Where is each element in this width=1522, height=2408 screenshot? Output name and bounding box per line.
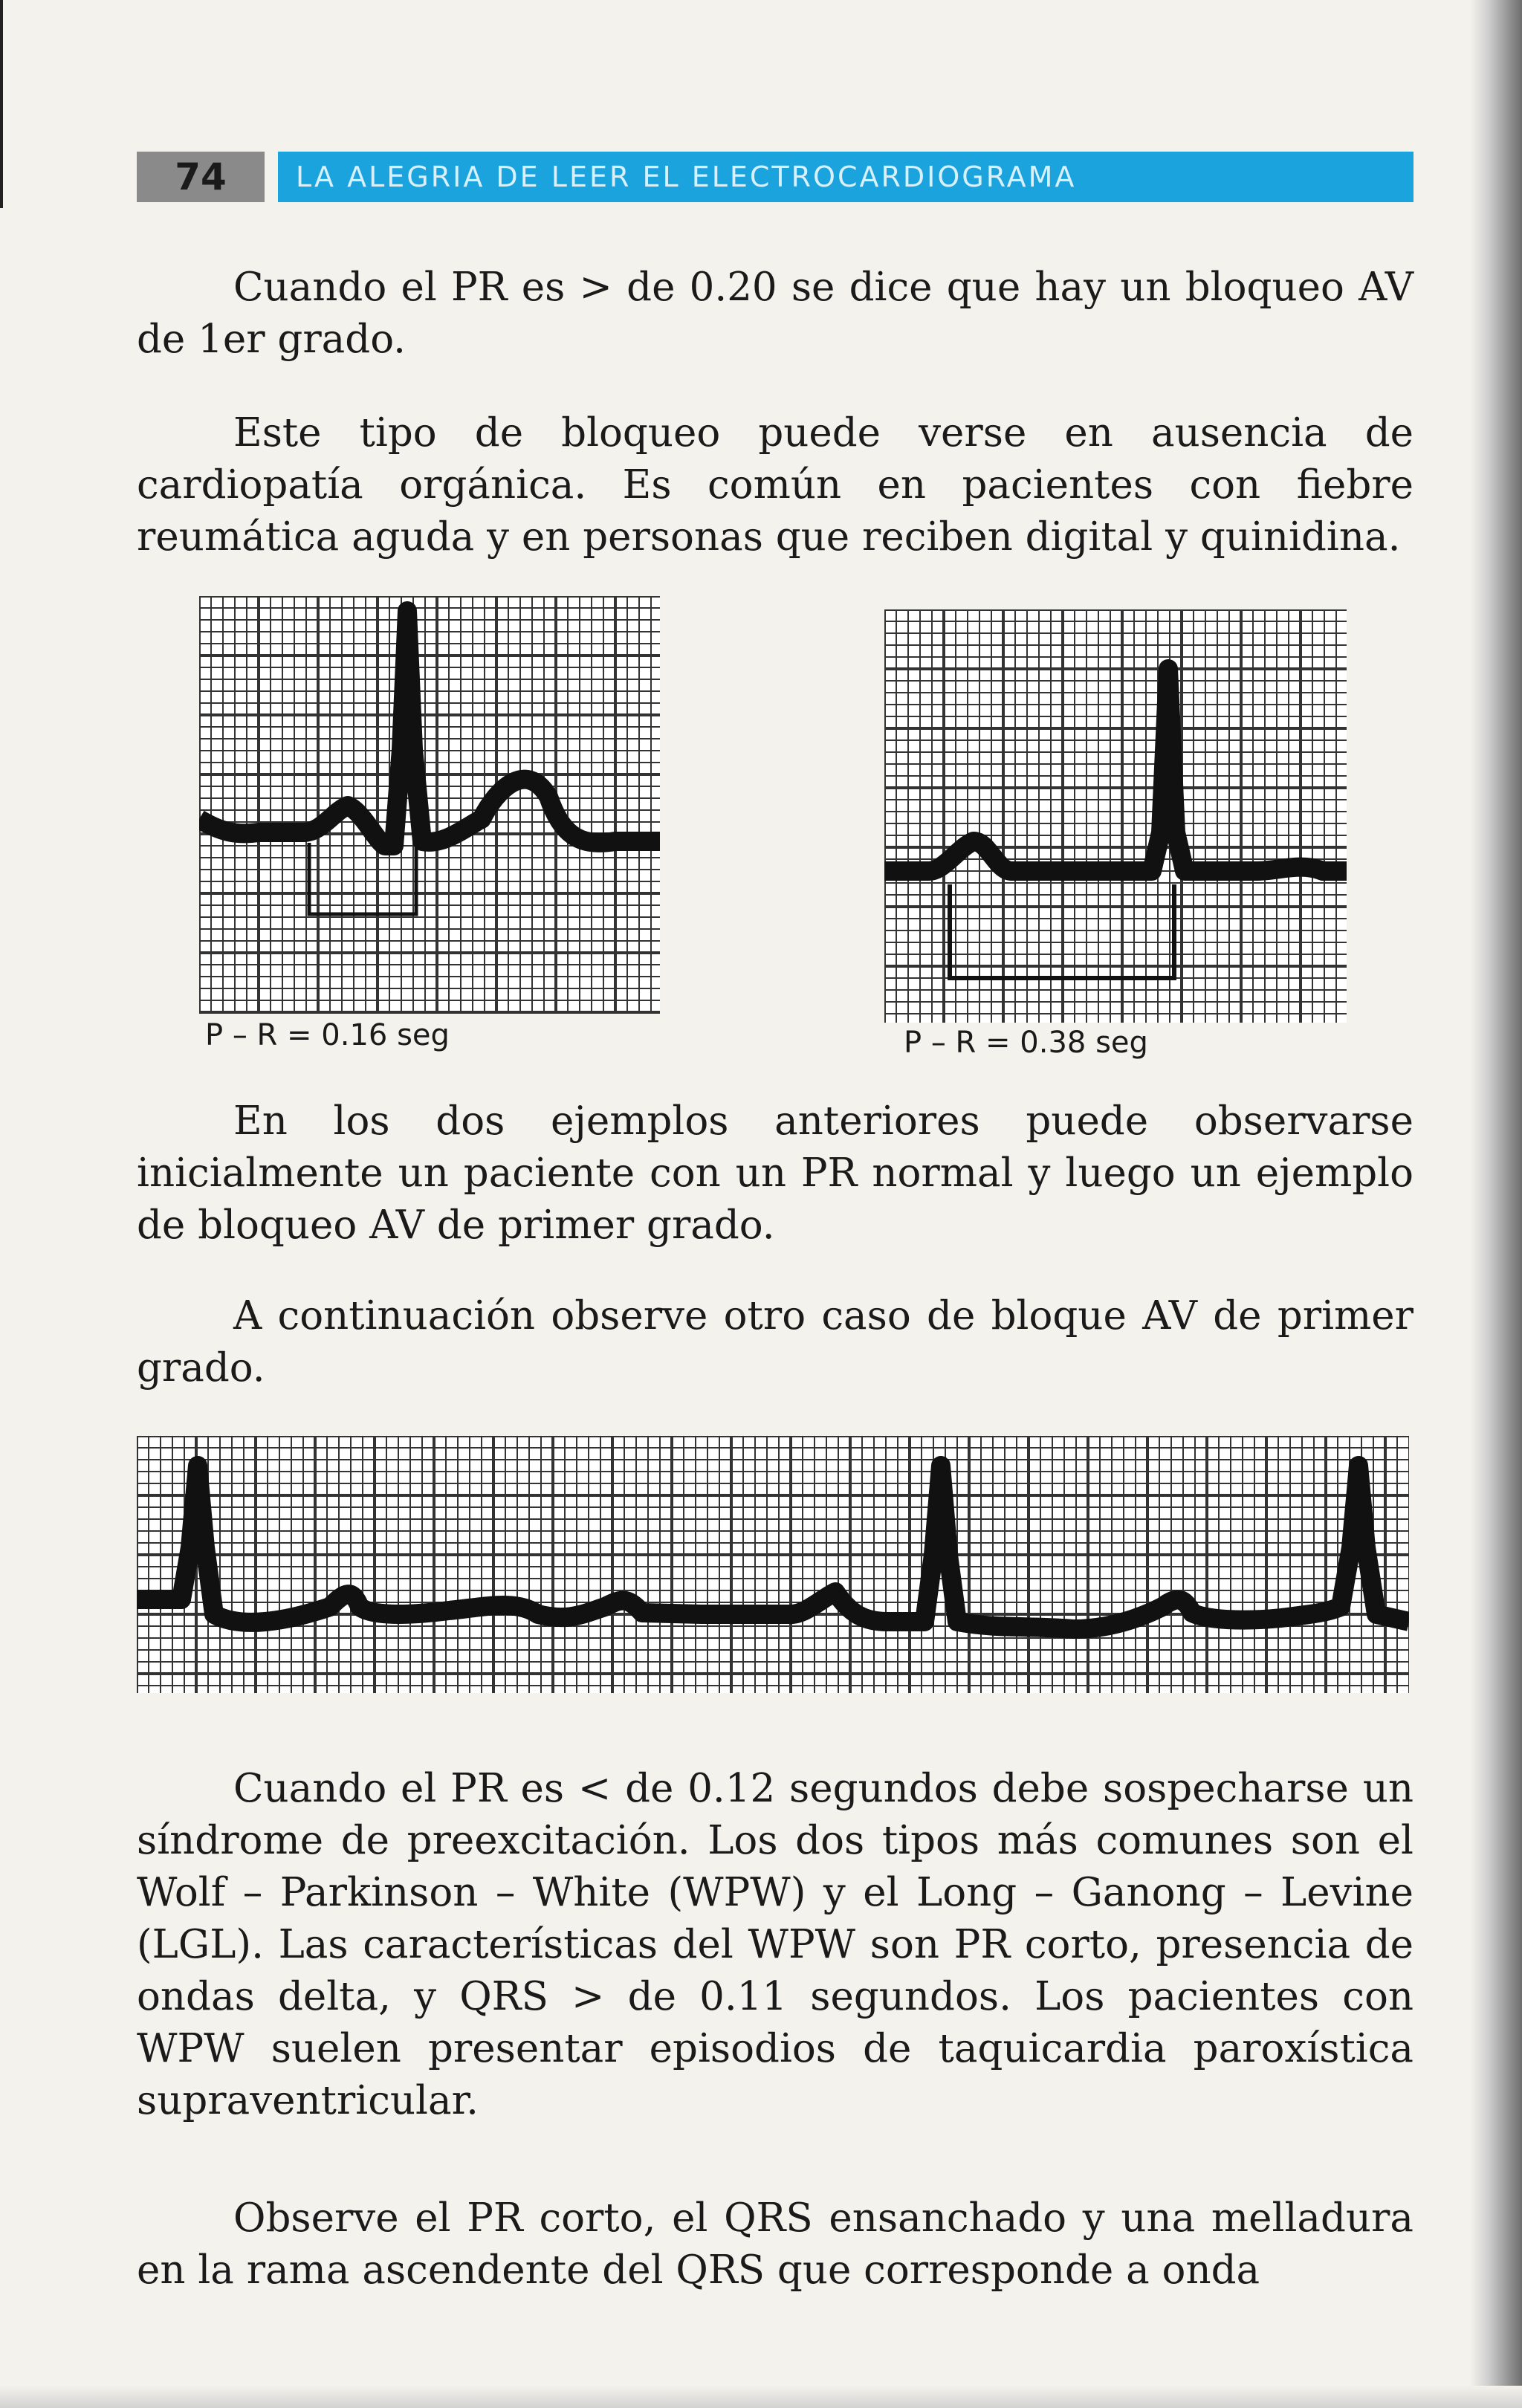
paragraph-1: Cuando el PR es > de 0.20 se dice que hay un bloqueo AV de 1er grado. <box>137 265 1413 362</box>
running-header <box>137 152 1413 202</box>
paragraph-2: Este tipo de bloqueo puede verse en ausencia de cardiopatía orgánica. Es común en pacientes con fiebre reumática aguda y en personas que reciben digital y quinidina. <box>137 410 1413 560</box>
paragraph-6: Observe el PR corto, el QRS ensanchado y una melladura en la rama ascendente del QRS que corresponde a onda <box>137 2195 1413 2293</box>
ecg-grid <box>199 596 660 1014</box>
ecg-strip-long <box>137 1436 1409 1693</box>
page-bottom-shadow <box>0 2386 1522 2408</box>
ecg-grid <box>884 609 1347 1023</box>
ecg-strip-first-degree-block <box>884 609 1347 1023</box>
page-edge-rule <box>0 0 3 208</box>
ecg-normal-caption: P – R = 0.16 seg <box>205 1018 450 1052</box>
pr-interval-bracket <box>309 843 416 914</box>
book-spine-shadow <box>1470 0 1522 2408</box>
ecg-grid <box>137 1436 1409 1693</box>
ecg-block-caption: P – R = 0.38 seg <box>904 1026 1148 1060</box>
paragraph-5: Cuando el PR es < de 0.12 segundos debe sospecharse un síndrome de preexcitación. Los dos tipos más comunes son el Wolf – Parkinson – White (WPW) y el Long – Ganong – Levine (LGL). Las características del WPW son PR corto, presencia de ondas delta, y QRS > de 0.11 segundos. Los pacientes con WPW suelen presentar episodios de taquicardia paroxística supraventricular. <box>137 1766 1413 2123</box>
running-title: LA ALEGRIA DE LEER EL ELECTROCARDIOGRAMA <box>278 152 1413 202</box>
paragraph-3: En los dos ejemplos anteriores puede observarse inicialmente un paciente con un PR normal y luego un ejemplo de bloqueo AV de primer grado. <box>137 1098 1413 1248</box>
page-number: 74 <box>137 152 265 202</box>
ecg-strip-normal-pr <box>199 596 660 1014</box>
paragraph-4: A continuación observe otro caso de bloque AV de primer grado. <box>137 1293 1413 1391</box>
